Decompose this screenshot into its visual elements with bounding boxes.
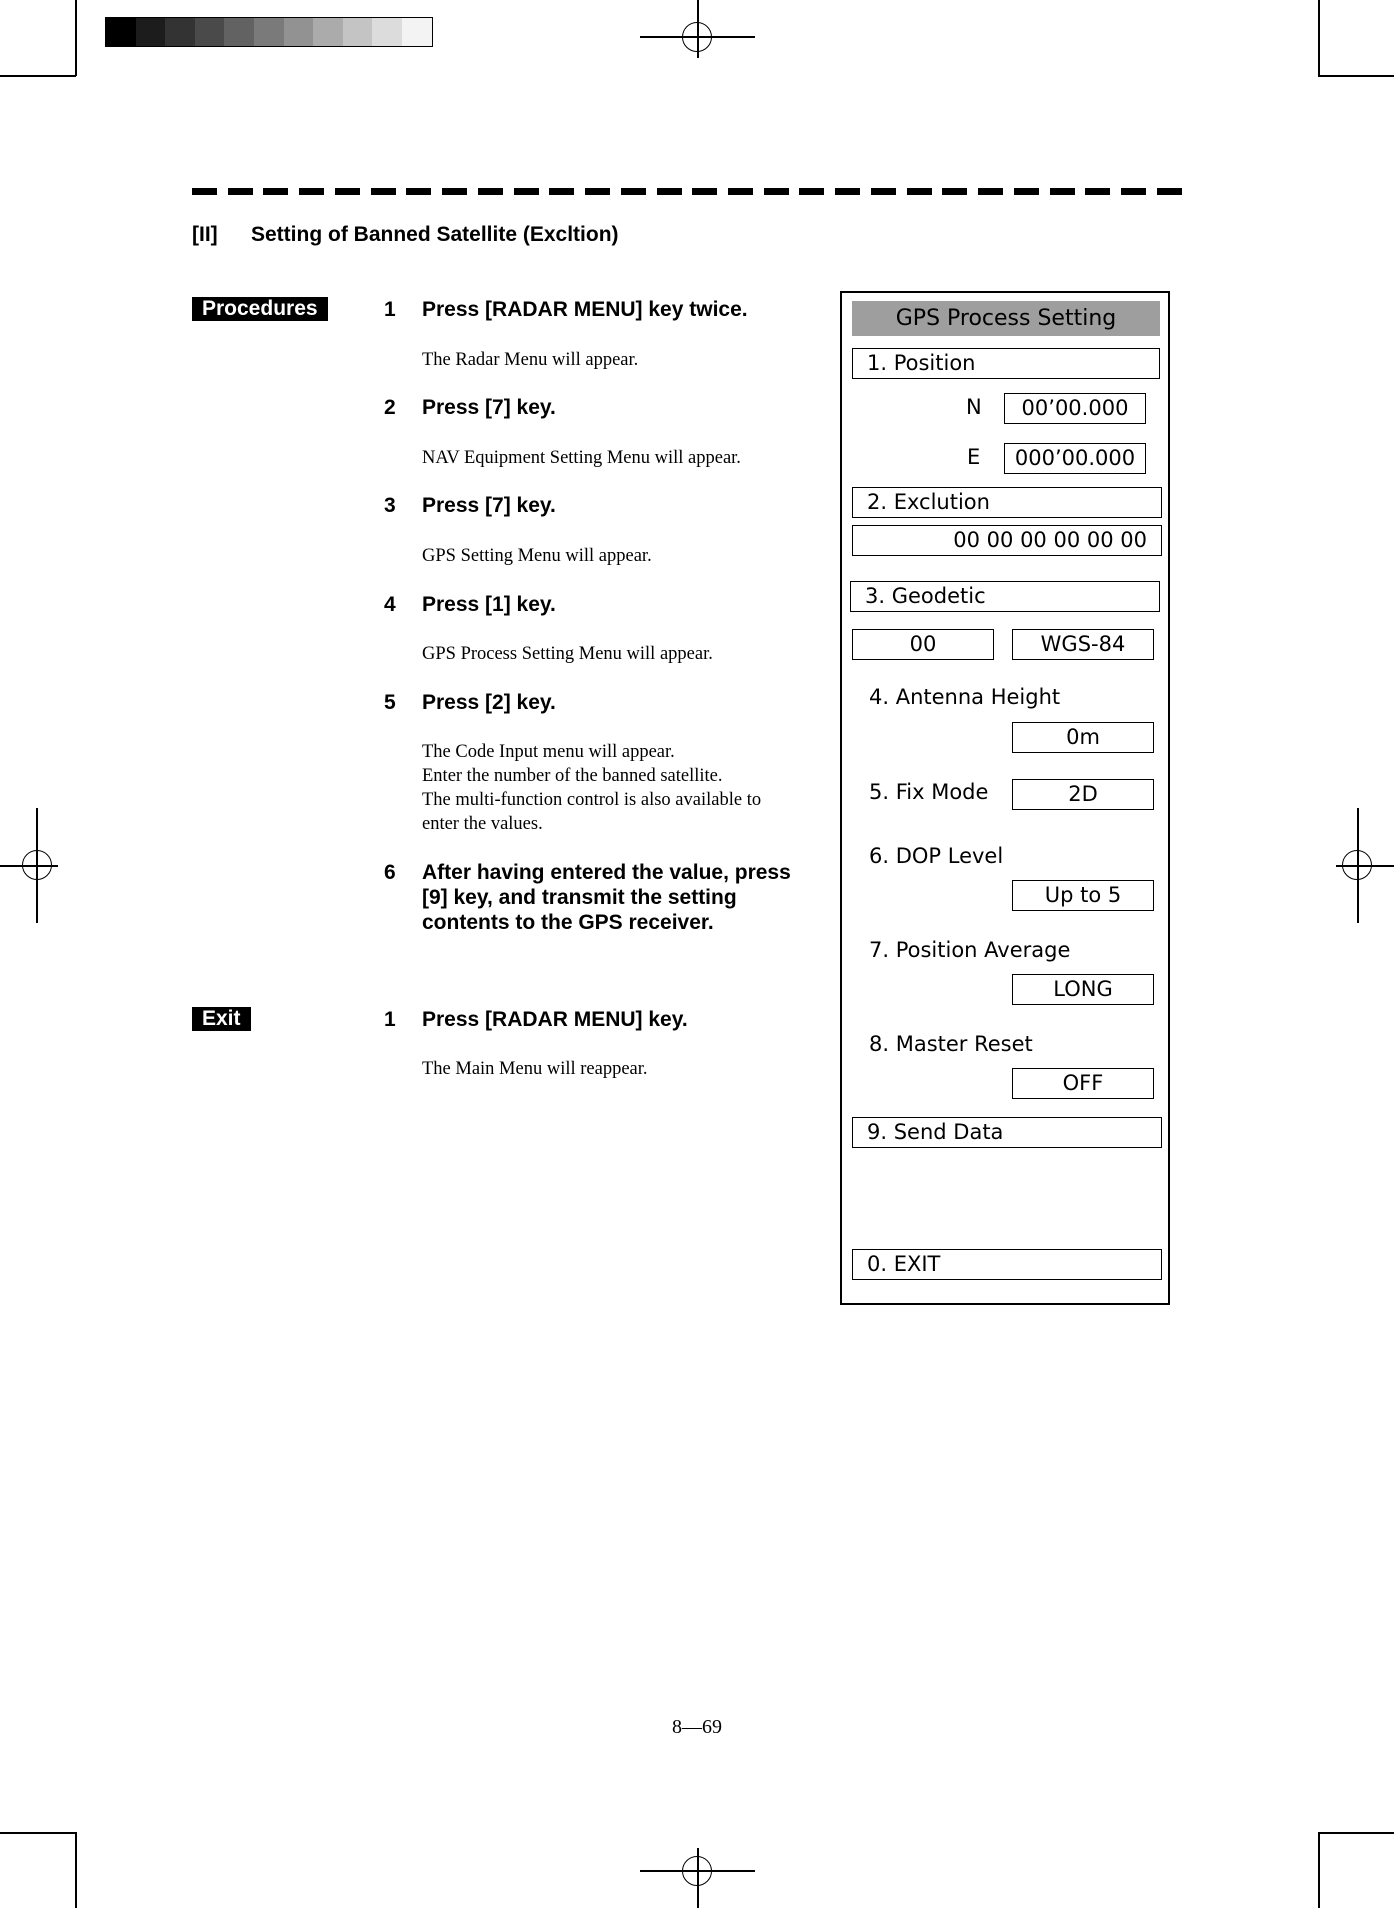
position-average-value[interactable]: LONG [1012, 974, 1154, 1005]
position-n-value[interactable]: 00’00.000 [1004, 393, 1146, 424]
master-reset-value[interactable]: OFF [1012, 1068, 1154, 1099]
menu-item-dop-level[interactable]: 6. DOP Level [869, 844, 1004, 868]
dop-level-value[interactable]: Up to 5 [1012, 880, 1154, 911]
procedure-step-1-note: The Radar Menu will appear. [422, 350, 639, 370]
exit-label: Exit [192, 1007, 251, 1031]
menu-item-exclution[interactable]: 2. Exclution [852, 487, 1162, 518]
menu-item-position[interactable]: 1. Position [852, 348, 1160, 379]
procedures-label: Procedures [192, 297, 328, 321]
antenna-height-value[interactable]: 0m [1012, 722, 1154, 753]
menu-item-antenna-height[interactable]: 4. Antenna Height [869, 685, 1061, 709]
procedure-step-4-note: GPS Process Setting Menu will appear. [422, 644, 713, 664]
procedure-step-3-note: GPS Setting Menu will appear. [422, 546, 652, 566]
position-e-value[interactable]: 000’00.000 [1004, 443, 1146, 474]
menu-item-exit[interactable]: 0. EXIT [852, 1249, 1162, 1280]
section-title: Setting of Banned Satellite (Excltion) [251, 223, 619, 246]
fix-mode-value[interactable]: 2D [1012, 779, 1154, 810]
menu-item-geodetic[interactable]: 3. Geodetic [850, 581, 1160, 612]
menu-item-position-average[interactable]: 7. Position Average [869, 938, 1071, 962]
exit-step-1-note: The Main Menu will reappear. [422, 1059, 648, 1079]
grayscale-calibration-strip [105, 17, 433, 47]
geodetic-datum[interactable]: WGS-84 [1012, 629, 1154, 660]
exclution-value[interactable]: 00 00 00 00 00 00 [852, 525, 1162, 556]
geodetic-code[interactable]: 00 [852, 629, 994, 660]
menu-item-master-reset[interactable]: 8. Master Reset [869, 1032, 1033, 1056]
section-number: [II] [192, 223, 218, 246]
menu-item-fix-mode[interactable]: 5. Fix Mode [869, 780, 989, 804]
section-divider [192, 188, 1182, 195]
procedure-step-2-note: NAV Equipment Setting Menu will appear. [422, 448, 741, 468]
page-number: 8—69 [672, 1716, 722, 1738]
position-n-label: N [966, 395, 982, 419]
menu-item-send-data[interactable]: 9. Send Data [852, 1117, 1162, 1148]
position-e-label: E [967, 445, 981, 469]
procedure-step-5-note: The Code Input menu will appear. Enter the number of the banned satellite. The multi-function control is also available to enter the values. [422, 742, 762, 834]
menu-title: GPS Process Setting [852, 301, 1160, 336]
gps-process-setting-menu [840, 291, 1170, 1305]
